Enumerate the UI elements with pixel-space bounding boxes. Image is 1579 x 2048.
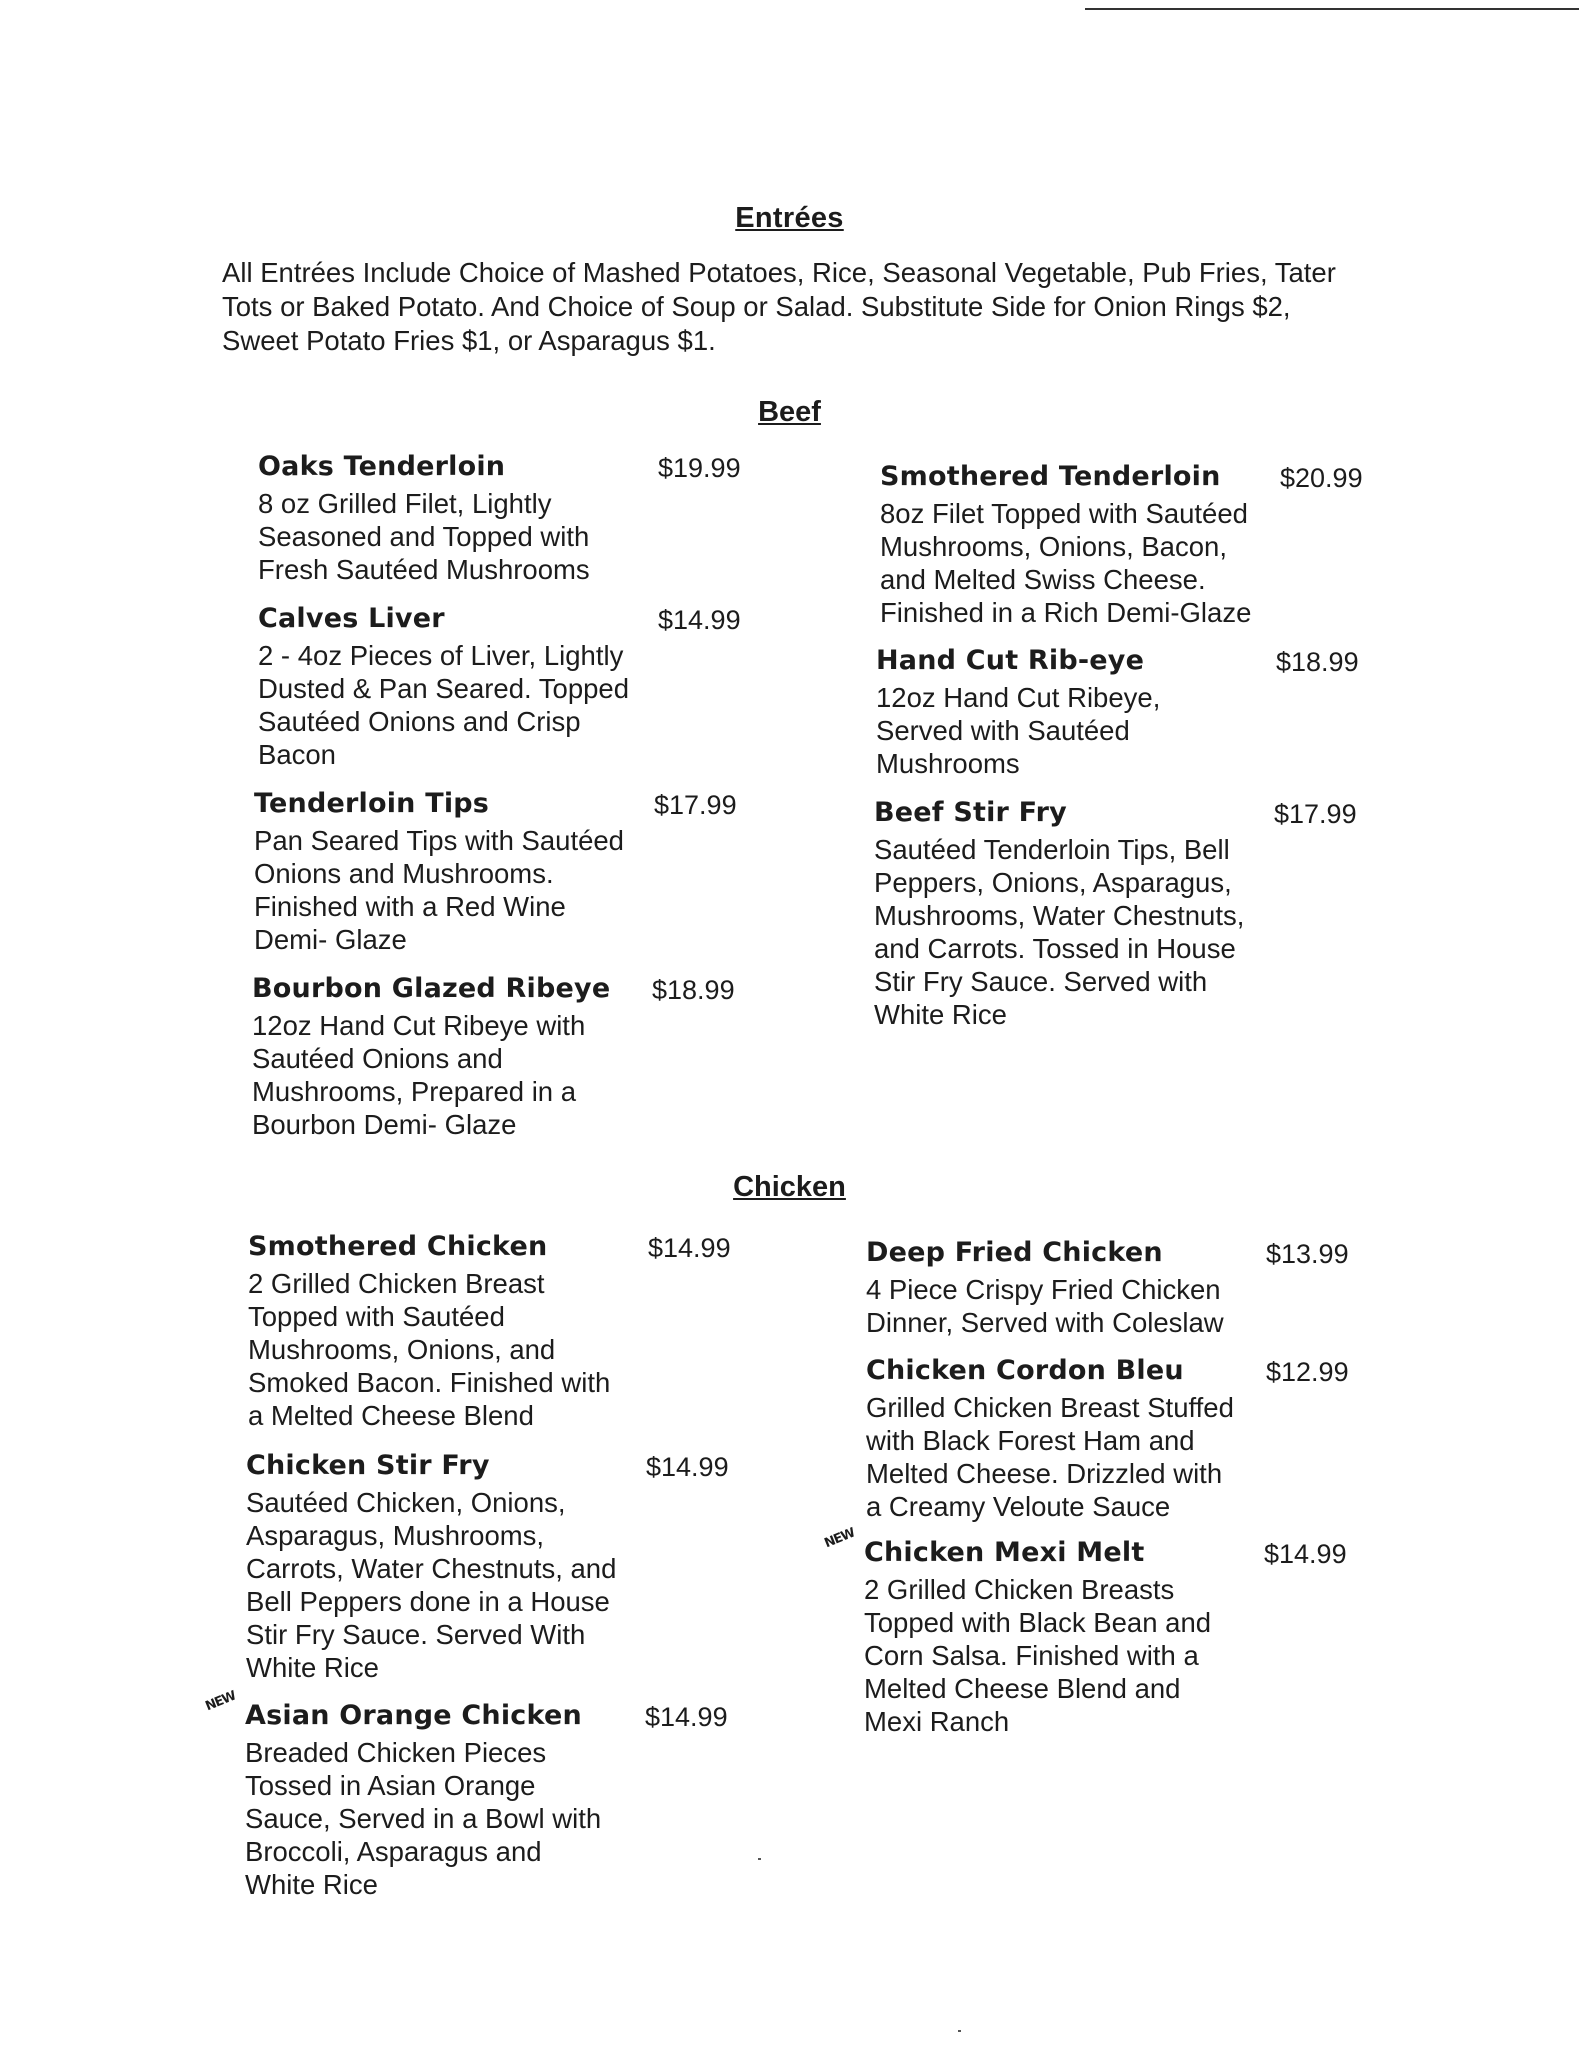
item-price: $14.99: [658, 605, 741, 635]
item-name: Chicken Cordon Bleu: [866, 1355, 1184, 1386]
item-price: $17.99: [1274, 799, 1357, 829]
item-name: Chicken Mexi Melt: [864, 1537, 1145, 1568]
item-name: Calves Liver: [258, 603, 445, 634]
item-description: Sautéed Tenderloin Tips, Bell Peppers, Onions, Asparagus, Mushrooms, Water Chestnuts, and Carrots. Tossed in House Stir Fry Sauce. Served with White Rice: [874, 834, 1245, 1030]
item-price: $13.99: [1266, 1239, 1349, 1269]
item-name: Tenderloin Tips: [254, 788, 490, 819]
menu-item-beef-stir-fry: [874, 797, 1374, 1031]
item-price: $12.99: [1266, 1357, 1349, 1387]
menu-item-bourbon-glazed-ribeye: [252, 973, 752, 1141]
item-name: Smothered Tenderloin: [880, 461, 1221, 492]
item-price: $20.99: [1280, 463, 1363, 493]
intro-text: All Entrées Include Choice of Mashed Potatoes, Rice, Seasonal Vegetable, Pub Fries, Tater Tots or Baked Potato. And Choice of Soup or Salad. Substitute Side for Onion Rings $2, Sweet Potato Fries $1, or Asparagus $1.: [222, 257, 1336, 356]
menu-item-oaks-tenderloin: [258, 451, 758, 586]
section-title-beef: Beef: [758, 396, 821, 428]
page-title: Entrées: [735, 202, 844, 234]
item-price: $14.99: [648, 1233, 731, 1263]
item-name: Deep Fried Chicken: [866, 1237, 1163, 1268]
item-name: Oaks Tenderloin: [258, 451, 506, 482]
item-description: 2 Grilled Chicken Breasts Topped with Black Bean and Corn Salsa. Finished with a Melted Cheese Blend and Mexi Ranch: [864, 1574, 1212, 1737]
scan-edge-line: [1085, 8, 1579, 10]
menu-item-smothered-chicken: [248, 1231, 748, 1432]
new-badge: NEW: [822, 1525, 857, 1552]
item-description: Grilled Chicken Breast Stuffed with Black Forest Ham and Melted Cheese. Drizzled with a Creamy Veloute Sauce: [866, 1392, 1234, 1522]
item-description: 2 - 4oz Pieces of Liver, Lightly Dusted & Pan Seared. Topped Sautéed Onions and Crisp Bacon: [258, 640, 630, 770]
menu-item-hand-cut-rib-eye: [876, 645, 1376, 780]
item-price: $14.99: [1264, 1539, 1347, 1569]
item-price: $18.99: [652, 975, 735, 1005]
item-description: 8oz Filet Topped with Sautéed Mushrooms, Onions, Bacon, and Melted Swiss Cheese. Finished in a Rich Demi-Glaze: [880, 498, 1252, 628]
menu-item-deep-fried-chicken: [866, 1237, 1366, 1339]
section-title-chicken: Chicken: [733, 1171, 846, 1203]
item-price: $14.99: [646, 1452, 729, 1482]
item-name: Hand Cut Rib-eye: [876, 645, 1145, 676]
item-description: Sautéed Chicken, Onions, Asparagus, Mushrooms, Carrots, Water Chestnuts, and Bell Peppers done in a House Stir Fry Sauce. Served With White Rice: [246, 1487, 617, 1683]
item-price: $17.99: [654, 790, 737, 820]
item-description: 2 Grilled Chicken Breast Topped with Sautéed Mushrooms, Onions, and Smoked Bacon. Finished with a Melted Cheese Blend: [248, 1268, 611, 1431]
item-name: Beef Stir Fry: [874, 797, 1067, 828]
item-name: Bourbon Glazed Ribeye: [252, 973, 611, 1004]
item-description: Pan Seared Tips with Sautéed Onions and Mushrooms. Finished with a Red Wine Demi- Glaze: [254, 825, 624, 955]
menu-item-smothered-tenderloin: [880, 461, 1380, 629]
menu-item-chicken-mexi-melt: [822, 1525, 1364, 1738]
item-name: Chicken Stir Fry: [246, 1450, 490, 1481]
item-description: 8 oz Grilled Filet, Lightly Seasoned and Topped with Fresh Sautéed Mushrooms: [258, 488, 590, 585]
item-description: 4 Piece Crispy Fried Chicken Dinner, Served with Coleslaw: [866, 1274, 1224, 1338]
menu-item-calves-liver: [258, 603, 758, 771]
menu-item-chicken-stir-fry: [246, 1450, 746, 1684]
scan-speck: [758, 1858, 761, 1860]
scan-speck: [958, 2030, 961, 2032]
item-description: 12oz Hand Cut Ribeye with Sautéed Onions and Mushrooms, Prepared in a Bourbon Demi- Glaze: [252, 1010, 586, 1140]
item-description: 12oz Hand Cut Ribeye, Served with Sautéed Mushrooms: [876, 682, 1161, 779]
item-price: $14.99: [645, 1702, 728, 1732]
menu-item-tenderloin-tips: [254, 788, 754, 956]
menu-item-asian-orange-chicken: [203, 1688, 745, 1901]
item-name: Smothered Chicken: [248, 1231, 548, 1262]
item-price: $18.99: [1276, 647, 1359, 677]
item-description: Breaded Chicken Pieces Tossed in Asian Orange Sauce, Served in a Bowl with Broccoli, Asparagus and White Rice: [245, 1737, 602, 1900]
item-name: Asian Orange Chicken: [245, 1700, 582, 1731]
new-badge: NEW: [203, 1688, 238, 1715]
menu-item-chicken-cordon-bleu: [866, 1355, 1366, 1523]
item-price: $19.99: [658, 453, 741, 483]
